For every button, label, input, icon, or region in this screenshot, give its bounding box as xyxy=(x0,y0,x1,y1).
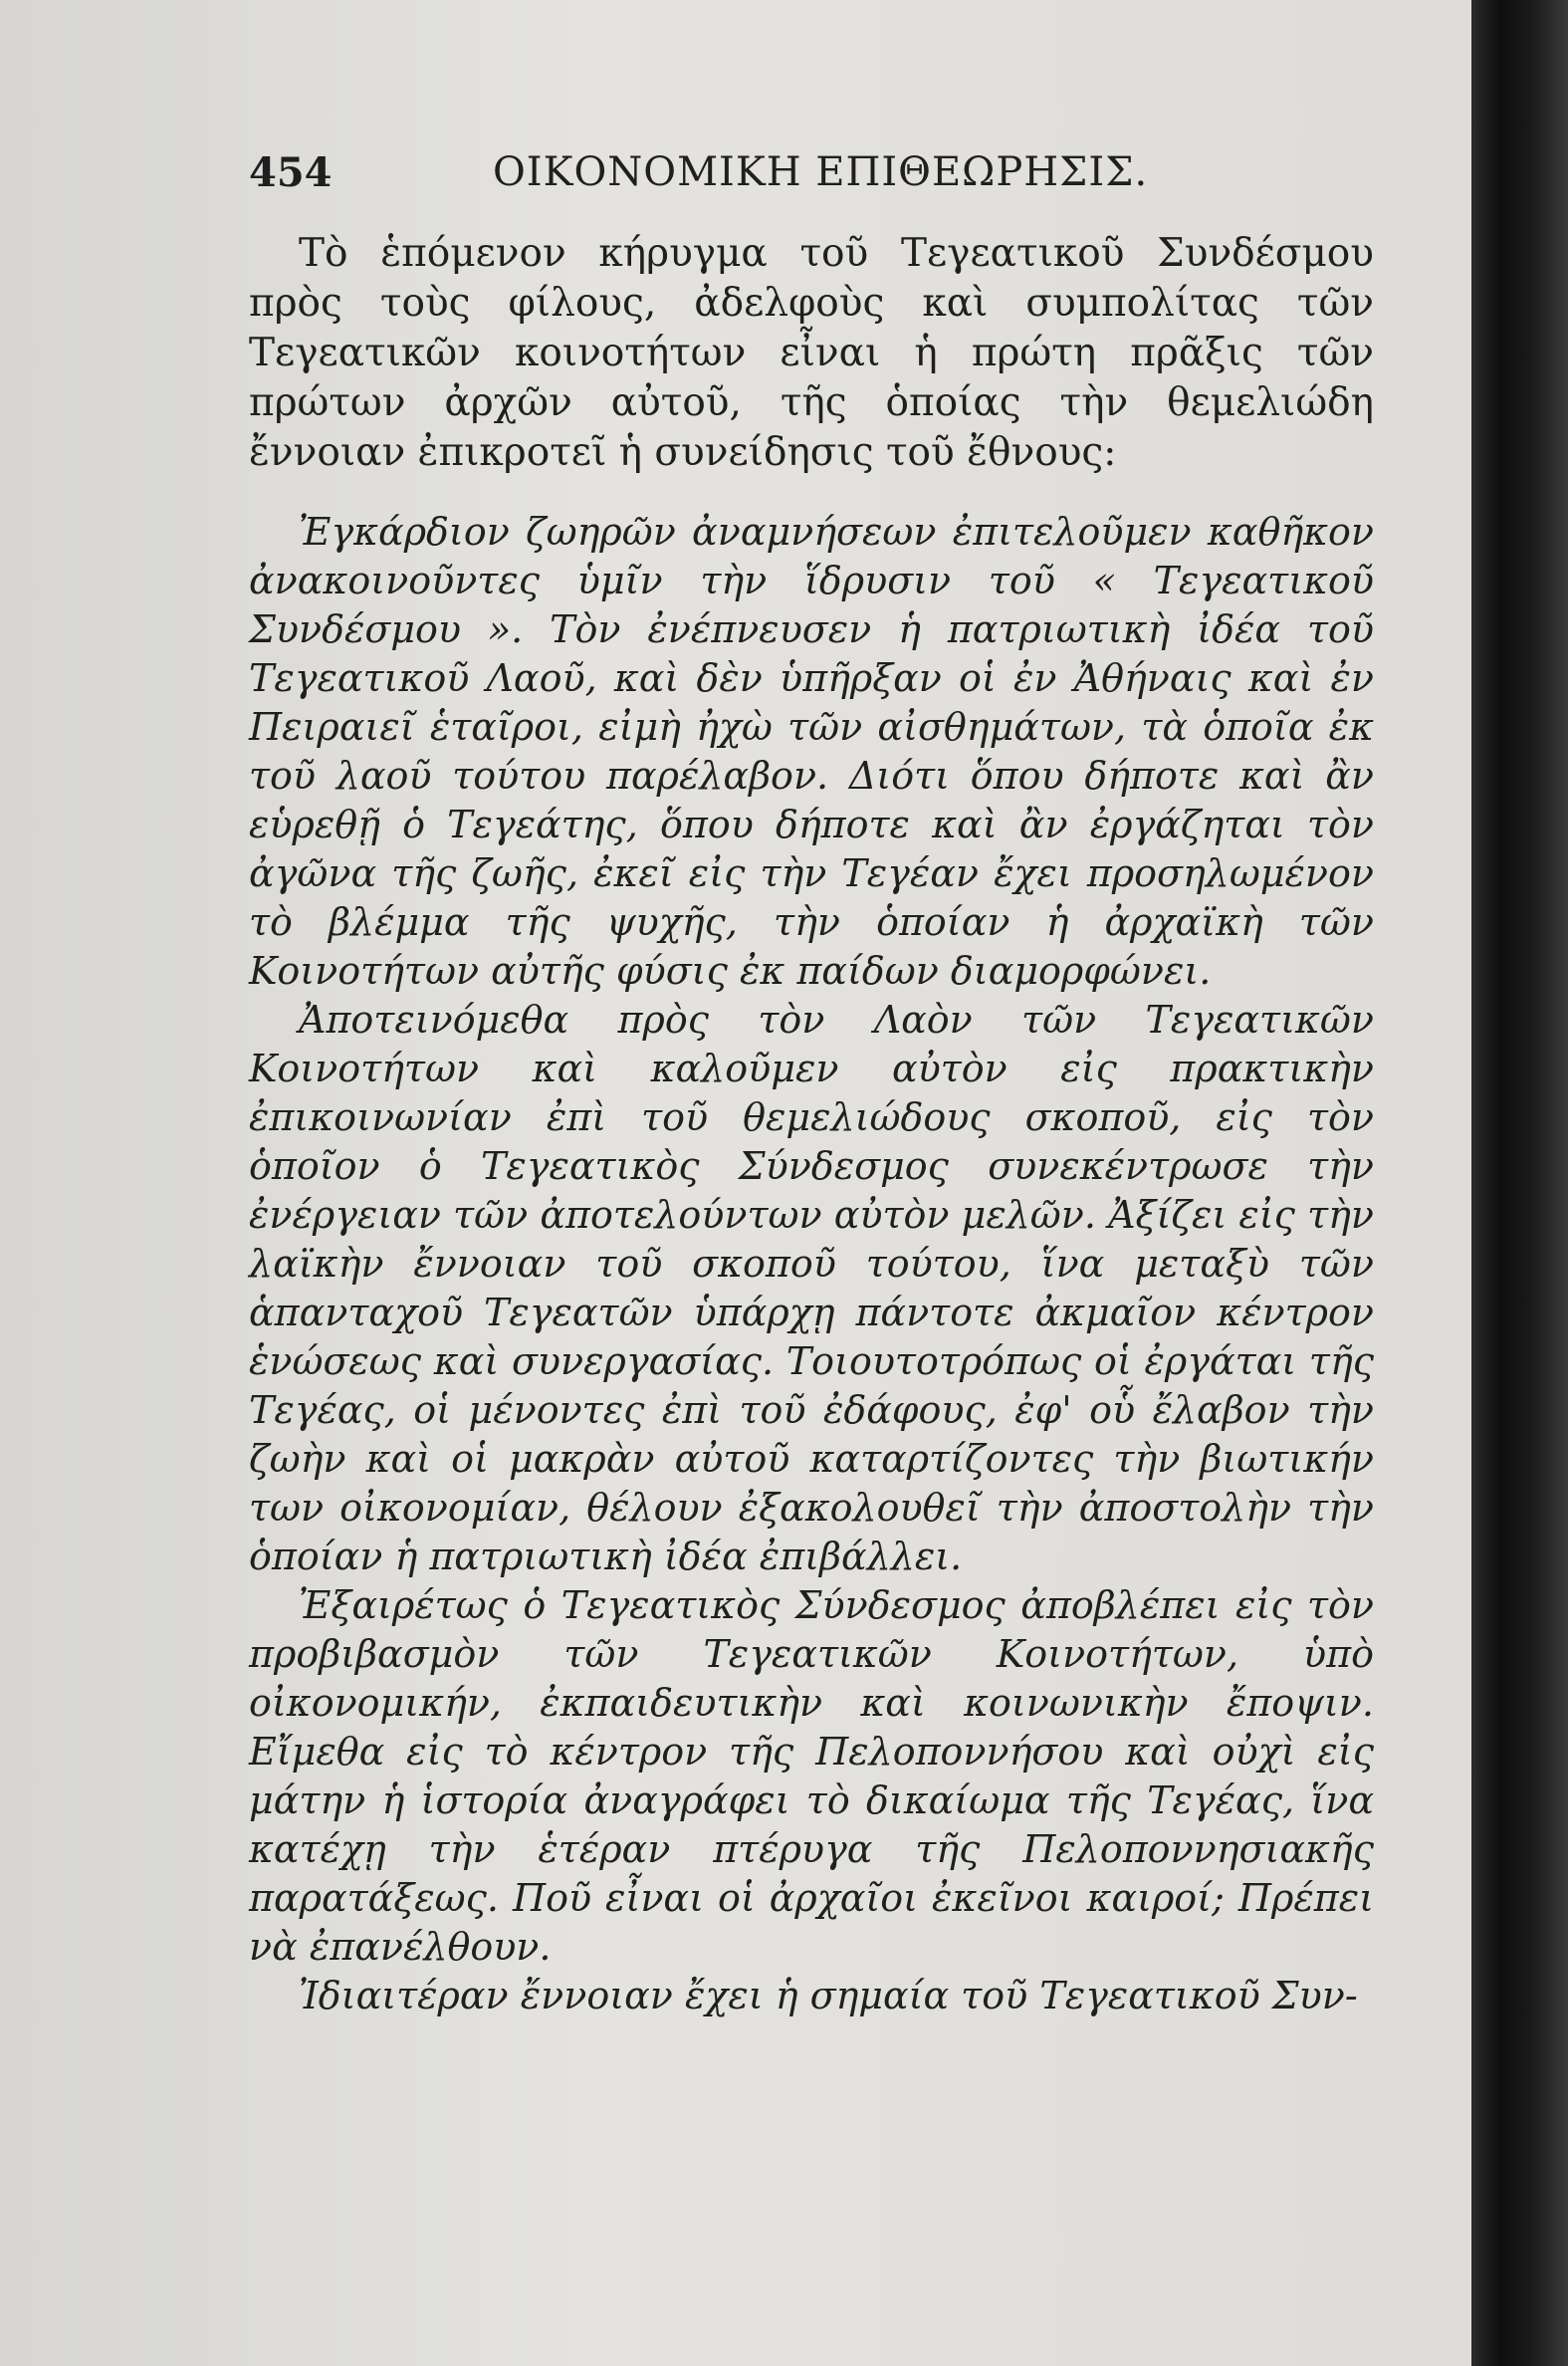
body-text xyxy=(249,229,1374,2020)
book-spine-shadow xyxy=(1471,0,1568,2366)
paragraph-proclamation-1: Ἐγκάρδιον ζωηρῶν ἀναμνήσεων ἐπιτελοῦμεν καθῆκον ἀνακοινοῦντες ὑμῖν τὴν ἵδρυσιν τοῦ « Τεγεατικοῦ Συνδέσμου ». Τὸν ἐνέπνευσεν ἡ πατριωτικὴ ἰδέα τοῦ Τεγεατικοῦ Λαοῦ, καὶ δὲν ὑπῆρξαν οἱ ἐν Ἀθήναις καὶ ἐν Πειραιεῖ ἑταῖροι, εἰμὴ ἠχὼ τῶν αἰσθημάτων, τὰ ὁποῖα ἐκ τοῦ λαοῦ τούτου παρέλαβον. Διότι ὅπου δήποτε καὶ ἂν εὑρεθῇ ὁ Τεγεάτης, ὅπου δήποτε καὶ ἂν ἐργάζηται τὸν ἀγῶνα τῆς ζωῆς, ἐκεῖ εἰς τὴν Τεγέαν ἔχει προσηλωμένον τὸ βλέμμα τῆς ψυχῆς, τὴν ὁποίαν ἡ ἀρχαϊκὴ τῶν Κοινοτήτων αὐτῆς φύσις ἐκ παίδων διαμορφώνει. xyxy=(249,510,1374,993)
page-number: 454 xyxy=(249,149,333,196)
page-header xyxy=(249,149,1374,209)
paragraph-proclamation-2: Ἀποτεινόμεθα πρὸς τὸν Λαὸν τῶν Τεγεατικῶν Κοινοτήτων καὶ καλοῦμεν αὐτὸν εἰς πρακτικὴν ἐπικοινωνίαν ἐπὶ τοῦ θεμελιώδους σκοποῦ, εἰς τὸν ὁποῖον ὁ Τεγεατικὸς Σύνδεσμος συνεκέντρωσε τὴν ἐνέργειαν τῶν ἀποτελούντων αὐτὸν μελῶν. Ἀξίζει εἰς τὴν λαϊκὴν ἔννοιαν τοῦ σκοποῦ τούτου, ἵνα μεταξὺ τῶν ἁπανταχοῦ Τεγεατῶν ὑπάρχῃ πάντοτε ἀκμαῖον κέντρον ἑνώσεως καὶ συνεργασίας. Τοιουτοτρόπως οἱ ἐργάται τῆς Τεγέας, οἱ μένοντες ἐπὶ τοῦ ἐδάφους, ἐφ' οὗ ἔλαβον τὴν ζωὴν καὶ οἱ μακρὰν αὐτοῦ καταρτίζοντες τὴν βιωτικήν των οἰκονομίαν, θέλουν ἐξακολουθεῖ τὴν ἀποστολὴν τὴν ὁποίαν ἡ πατριωτικὴ ἰδέα ἐπιβάλλει. xyxy=(249,998,1374,1578)
paragraph-proclamation-3: Ἐξαιρέτως ὁ Τεγεατικὸς Σύνδεσμος ἀποβλέπει εἰς τὸν προβιβασμὸν τῶν Τεγεατικῶν Κοινοτήτων, ὑπὸ οἰκονομικήν, ἐκπαιδευτικὴν καὶ κοινωνικὴν ἔποψιν. Εἴμεθα εἰς τὸ κέντρον τῆς Πελοποννήσου καὶ οὐχὶ εἰς μάτην ἡ ἱστορία ἀναγράφει τὸ δικαίωμα τῆς Τεγέας, ἵνα κατέχῃ τὴν ἑτέραν πτέρυγα τῆς Πελοποννησιακῆς παρατάξεως. Ποῦ εἶναι οἱ ἀρχαῖοι ἐκεῖνοι καιροί; Πρέπει νὰ ἐπανέλθουν. xyxy=(249,1583,1374,1969)
running-title: ΟΙΚΟΝΟΜΙΚΗ ΕΠΙΘΕΩΡΗΣΙΣ. xyxy=(493,149,1149,195)
paragraph-intro: Τὸ ἑπόμενον κήρυγμα τοῦ Τεγεατικοῦ Συνδέσμου πρὸς τοὺς φίλους, ἀδελφοὺς καὶ συμπολίτας τῶν Τεγεατικῶν κοινοτήτων εἶναι ἡ πρώτη πρᾶξις τῶν πρώτων ἀρχῶν αὐτοῦ, τῆς ὁποίας τὴν θεμελιώδη ἔννοιαν ἐπικροτεῖ ἡ συνείδησις τοῦ ἔθνους: xyxy=(249,231,1374,475)
paragraph-proclamation-4: Ἰδιαιτέραν ἔννοιαν ἔχει ἡ σημαία τοῦ Τεγεατικοῦ Συν- xyxy=(299,1974,1358,2017)
